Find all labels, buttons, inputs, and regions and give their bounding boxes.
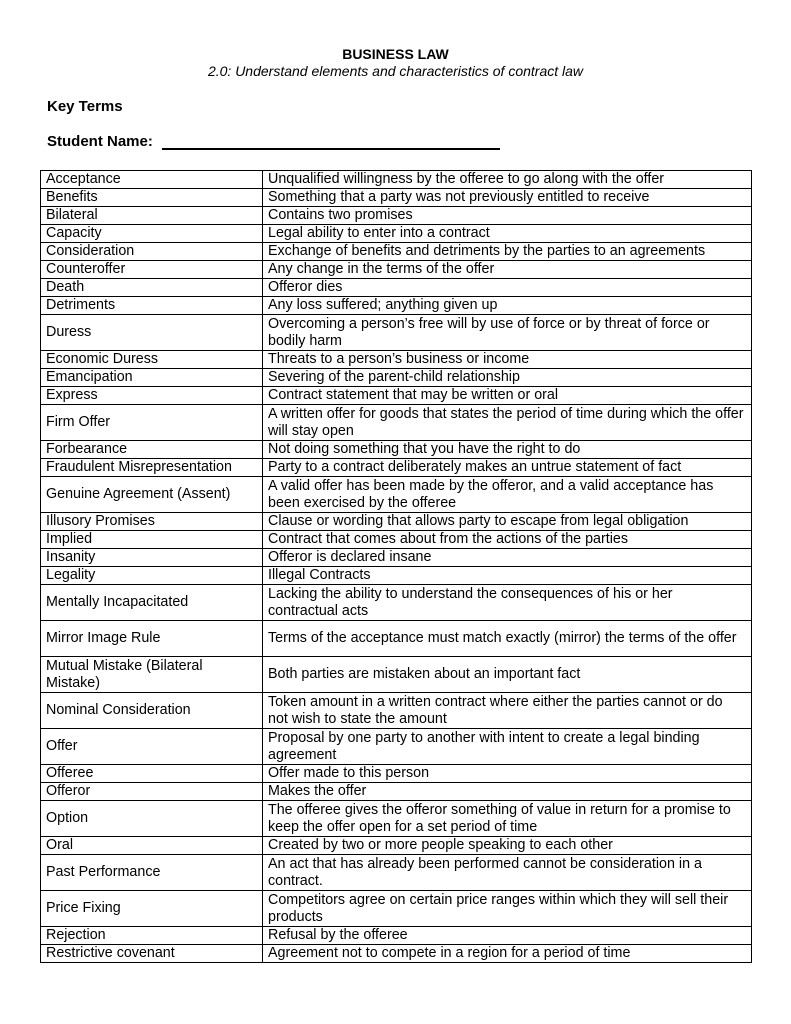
table-row <box>41 783 752 801</box>
table-row <box>41 855 752 891</box>
table-row <box>41 567 752 585</box>
term-cell: Mutual Mistake (Bilateral Mistake) <box>41 657 263 693</box>
table-row <box>41 405 752 441</box>
table-row <box>41 765 752 783</box>
definition-cell: Token amount in a written contract where either the parties cannot or do not wish to state the amount <box>263 693 752 729</box>
definition-cell: Competitors agree on certain price ranges within which they will sell their products <box>263 891 752 927</box>
definition-cell: A valid offer has been made by the offeror, and a valid acceptance has been exercised by the offeree <box>263 477 752 513</box>
document-header <box>0 46 791 80</box>
term-cell: Insanity <box>41 549 263 567</box>
definition-cell: Not doing something that you have the right to do <box>263 441 752 459</box>
definition-cell: Any change in the terms of the offer <box>263 261 752 279</box>
definition-cell: Illegal Contracts <box>263 567 752 585</box>
student-name-row <box>47 133 500 150</box>
term-cell: Duress <box>41 315 263 351</box>
term-cell: Offeror <box>41 783 263 801</box>
table-row <box>41 693 752 729</box>
student-name-blank-line <box>162 134 500 150</box>
term-cell: Fraudulent Misrepresentation <box>41 459 263 477</box>
definition-cell: An act that has already been performed cannot be consideration in a contract. <box>263 855 752 891</box>
table-row <box>41 225 752 243</box>
term-cell: Capacity <box>41 225 263 243</box>
term-cell: Bilateral <box>41 207 263 225</box>
definition-cell: Offeror is declared insane <box>263 549 752 567</box>
definition-cell: Threats to a person’s business or income <box>263 351 752 369</box>
term-cell: Benefits <box>41 189 263 207</box>
table-row <box>41 513 752 531</box>
definition-cell: Contract that comes about from the actions of the parties <box>263 531 752 549</box>
definition-cell: Proposal by one party to another with intent to create a legal binding agreement <box>263 729 752 765</box>
definition-cell: Terms of the acceptance must match exactly (mirror) the terms of the offer <box>263 621 752 657</box>
definition-cell: Unqualified willingness by the offeree to go along with the offer <box>263 171 752 189</box>
table-row <box>41 945 752 963</box>
term-cell: Emancipation <box>41 369 263 387</box>
definition-cell: Refusal by the offeree <box>263 927 752 945</box>
definition-cell: Overcoming a person’s free will by use of force or by threat of force or bodily harm <box>263 315 752 351</box>
term-cell: Offeree <box>41 765 263 783</box>
definition-cell: Something that a party was not previously entitled to receive <box>263 189 752 207</box>
table-row <box>41 657 752 693</box>
table-row <box>41 837 752 855</box>
term-cell: Firm Offer <box>41 405 263 441</box>
document-title: BUSINESS LAW <box>342 46 449 62</box>
table-row <box>41 261 752 279</box>
table-row <box>41 459 752 477</box>
term-cell: Oral <box>41 837 263 855</box>
table-row <box>41 621 752 657</box>
key-terms-table <box>40 170 752 963</box>
table-row <box>41 369 752 387</box>
table-row <box>41 891 752 927</box>
definition-cell: Severing of the parent-child relationship <box>263 369 752 387</box>
definition-cell: A written offer for goods that states the period of time during which the offer will stay open <box>263 405 752 441</box>
table-row <box>41 477 752 513</box>
table-row <box>41 441 752 459</box>
term-cell: Price Fixing <box>41 891 263 927</box>
term-cell: Mentally Incapacitated <box>41 585 263 621</box>
term-cell: Offer <box>41 729 263 765</box>
document-subtitle: 2.0: Understand elements and characteristics of contract law <box>207 63 584 79</box>
term-cell: Restrictive covenant <box>41 945 263 963</box>
term-cell: Counteroffer <box>41 261 263 279</box>
term-cell: Mirror Image Rule <box>41 621 263 657</box>
term-cell: Economic Duress <box>41 351 263 369</box>
table-row <box>41 585 752 621</box>
definition-cell: Makes the offer <box>263 783 752 801</box>
definition-cell: Legal ability to enter into a contract <box>263 225 752 243</box>
term-cell: Rejection <box>41 927 263 945</box>
definition-cell: Agreement not to compete in a region for a period of time <box>263 945 752 963</box>
key-terms-table-body <box>41 171 752 963</box>
definition-cell: Created by two or more people speaking to each other <box>263 837 752 855</box>
definition-cell: Clause or wording that allows party to escape from legal obligation <box>263 513 752 531</box>
term-cell: Consideration <box>41 243 263 261</box>
definition-cell: Both parties are mistaken about an important fact <box>263 657 752 693</box>
table-row <box>41 171 752 189</box>
table-row <box>41 189 752 207</box>
definition-cell: Offer made to this person <box>263 765 752 783</box>
definition-cell: Exchange of benefits and detriments by the parties to an agreements <box>263 243 752 261</box>
table-row <box>41 387 752 405</box>
table-row <box>41 927 752 945</box>
table-row <box>41 315 752 351</box>
table-row <box>41 729 752 765</box>
student-name-label: Student Name: <box>47 133 153 150</box>
term-cell: Illusory Promises <box>41 513 263 531</box>
term-cell: Option <box>41 801 263 837</box>
definition-cell: Lacking the ability to understand the consequences of his or her contractual acts <box>263 585 752 621</box>
term-cell: Nominal Consideration <box>41 693 263 729</box>
term-cell: Death <box>41 279 263 297</box>
table-row <box>41 549 752 567</box>
definition-cell: Contract statement that may be written or oral <box>263 387 752 405</box>
term-cell: Genuine Agreement (Assent) <box>41 477 263 513</box>
term-cell: Legality <box>41 567 263 585</box>
definition-cell: Party to a contract deliberately makes an untrue statement of fact <box>263 459 752 477</box>
table-row <box>41 297 752 315</box>
definition-cell: Any loss suffered; anything given up <box>263 297 752 315</box>
definition-cell: The offeree gives the offeror something of value in return for a promise to keep the offer open for a set period of time <box>263 801 752 837</box>
term-cell: Express <box>41 387 263 405</box>
table-row <box>41 801 752 837</box>
table-row <box>41 351 752 369</box>
term-cell: Detriments <box>41 297 263 315</box>
term-cell: Acceptance <box>41 171 263 189</box>
table-row <box>41 243 752 261</box>
term-cell: Forbearance <box>41 441 263 459</box>
table-row <box>41 207 752 225</box>
definition-cell: Offeror dies <box>263 279 752 297</box>
definition-cell: Contains two promises <box>263 207 752 225</box>
key-terms-heading: Key Terms <box>47 98 123 115</box>
term-cell: Implied <box>41 531 263 549</box>
term-cell: Past Performance <box>41 855 263 891</box>
table-row <box>41 279 752 297</box>
table-row <box>41 531 752 549</box>
